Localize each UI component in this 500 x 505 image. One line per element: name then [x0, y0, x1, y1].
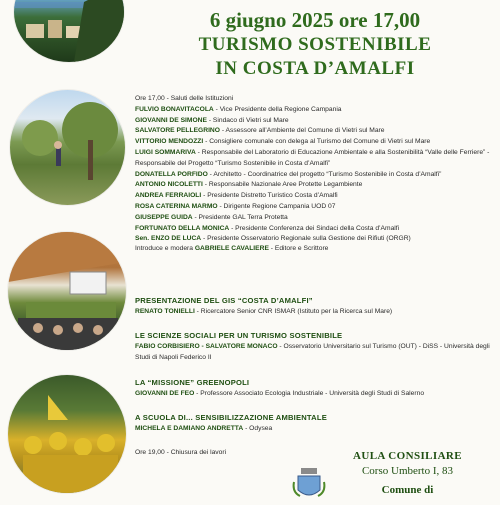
- program-list: [135, 94, 495, 245]
- conference-room-photo: [8, 232, 126, 350]
- event-date: 6 giugno 2025 ore 17,00: [209, 8, 421, 32]
- moderator-line: Introduce e modera GABRIELE CAVALIERE - Editore e Scrittore: [135, 245, 329, 252]
- olive-grove-photo: [10, 90, 125, 205]
- coast-photo: [14, 0, 124, 62]
- venue-hall: AULA CONSILIARE: [353, 450, 462, 462]
- speaker-line: ROSA CATERINA MARMO - Dirigente Regione Campania UOD 07: [135, 202, 336, 210]
- speaker-line: ANTONIO NICOLETTI - Responsabile Nazionale Aree Protette Legambiente: [135, 181, 363, 189]
- section-title: LA “MISSIONE” GREENOPOLI: [135, 378, 250, 387]
- speaker-line: FULVIO BONAVITACOLA - Vice Presidente della Regione Campania: [135, 105, 342, 113]
- section-title: PRESENTAZIONE DEL GIS “COSTA D’AMALFI”: [135, 296, 313, 305]
- venue-comune: Comune di: [381, 484, 434, 496]
- section-title: LE SCIENZE SOCIALI PER UN TURISMO SOSTENIBILE: [135, 331, 343, 340]
- speaker-line: ANDREA FERRAIOLI - Presidente Distretto Turistico Costa d’Amalfi: [135, 192, 338, 200]
- speaker-line: LUIGI SOMMARIVA - Responsabile del Laboratorio di Educazione Ambientale e alla Sostenibilità “Valle delle Ferriere” - Responsabile del Progetto “Turismo Sostenibile in Costa d’Amalfi”: [135, 148, 490, 167]
- section-speaker: FABIO CORBISIERO - SALVATORE MONACO - Osservatorio Universitario sul Turismo (OUT) - DiSS - Università degli Studi di Napoli Federico II: [135, 343, 490, 361]
- students-photo: [8, 375, 126, 493]
- section-speaker: RENATO TONIELLI - Ricercatore Senior CNR ISMAR (Istituto per la Ricerca sul Mare): [135, 308, 393, 315]
- municipal-crest-icon: [292, 466, 326, 505]
- speaker-line: VITTORIO MENDOZZI - Consigliere comunale con delega al Turismo del Comune di Vietri sul Mare: [135, 138, 431, 146]
- opening-line: Ore 17,00 - Saluti delle Istituzioni: [135, 95, 234, 102]
- speaker-line: GIOVANNI DE SIMONE - Sindaco di Vietri sul Mare: [135, 116, 289, 124]
- speaker-line: DONATELLA PORFIDO - Architetto - Coordinatrice del progetto “Turismo Sostenibile in Costa d’Amalfi”: [135, 170, 442, 178]
- section-title: A SCUOLA DI... SENSIBILIZZAZIONE AMBIENTALE: [135, 413, 327, 422]
- section-speaker: MICHELA E DAMIANO ANDRETTA - Odysea: [135, 425, 273, 432]
- speaker-line: FORTUNATO DELLA MONICA - Presidente Conferenza dei Sindaci della Costa d’Amalfi: [135, 224, 400, 232]
- speaker-line: GIUSEPPE GUIDA - Presidente GAL Terra Protetta: [135, 213, 288, 221]
- section-speaker: GIOVANNI DE FEO - Professore Associato Ecologia Industriale - Università degli Studi di Salerno: [135, 390, 425, 397]
- closing-line: Ore 19,00 - Chiusura dei lavori: [135, 449, 227, 456]
- venue-address: Corso Umberto I, 83: [361, 465, 454, 477]
- event-title-line1: TURISMO SOSTENIBILE: [198, 34, 432, 55]
- speaker-line: Sen. ENZO DE LUCA - Presidente Osservatorio Regionale sulla Gestione dei Rifiuti (ORGR): [135, 235, 411, 243]
- speaker-line: SALVATORE PELLEGRINO - Assessore all’Ambiente del Comune di Vietri sul Mare: [135, 127, 385, 135]
- event-title-line2: IN COSTA D’AMALFI: [215, 58, 415, 79]
